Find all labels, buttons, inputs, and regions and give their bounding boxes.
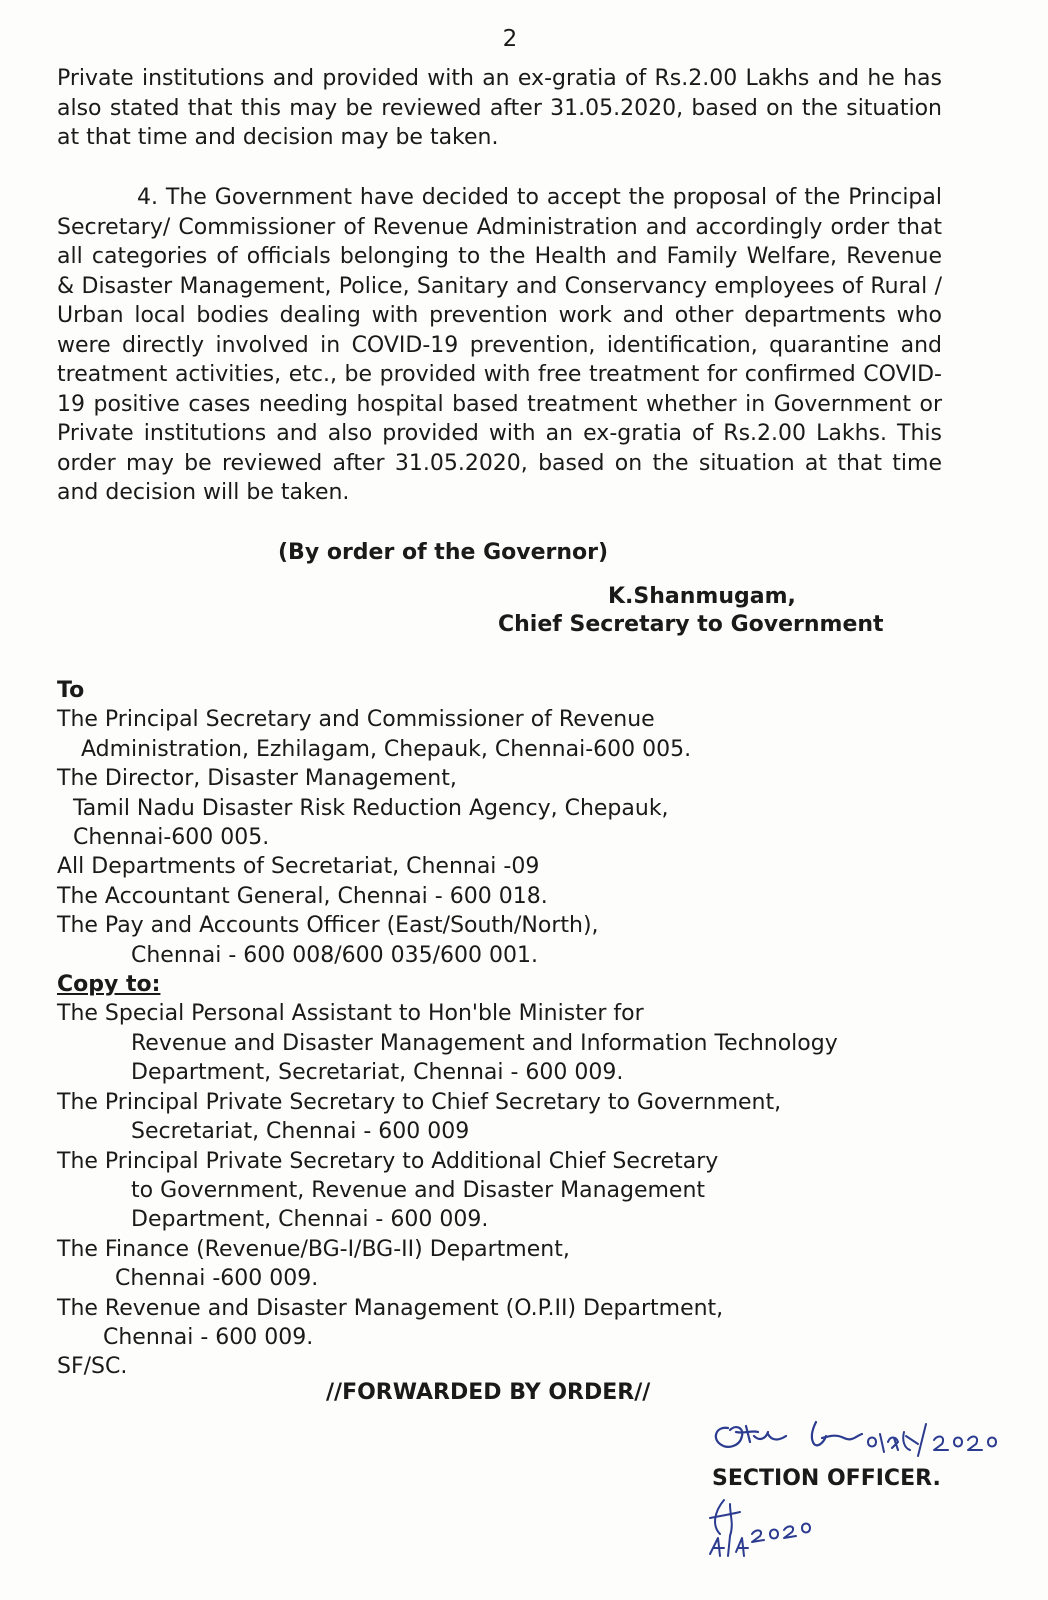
copy-line: The Principal Private Secretary to Additional Chief Secretary — [57, 1148, 719, 1174]
handwritten-initials — [700, 1494, 840, 1560]
copy-line: The Revenue and Disaster Management (O.P.II) Department, — [57, 1295, 724, 1321]
signatory-name: K.Shanmugam, — [608, 584, 796, 609]
to-line: The Pay and Accounts Officer (East/South/North), — [57, 913, 599, 939]
copy-line: The Principal Private Secretary to Chief Secretary to Government, — [57, 1089, 782, 1115]
signatory-title: Chief Secretary to Government — [498, 612, 884, 637]
copy-line: Department, Secretariat, Chennai - 600 009. — [131, 1060, 624, 1086]
copy-line: Chennai -600 009. — [115, 1266, 319, 1292]
copy-line: The Finance (Revenue/BG-I/BG-II) Department, — [57, 1236, 570, 1262]
to-line: The Director, Disaster Management, — [57, 766, 457, 792]
handwritten-signature — [706, 1412, 1016, 1464]
to-line: Chennai-600 005. — [73, 825, 270, 851]
by-order-line: (By order of the Governor) — [278, 540, 609, 565]
to-line: The Accountant General, Chennai - 600 018. — [57, 883, 548, 909]
copy-line: Department, Chennai - 600 009. — [131, 1207, 489, 1233]
to-line: Tamil Nadu Disaster Risk Reduction Agency, Chepauk, — [73, 795, 669, 821]
to-heading: To — [57, 678, 85, 703]
copy-line: Secretariat, Chennai - 600 009 — [131, 1119, 470, 1145]
to-line: All Departments of Secretariat, Chennai -09 — [57, 854, 540, 880]
copy-to-heading: Copy to: — [57, 972, 161, 998]
paragraph-continuation — [57, 64, 942, 153]
section-officer-title: SECTION OFFICER. — [712, 1466, 941, 1491]
copy-line: Revenue and Disaster Management and Information Technology — [131, 1030, 838, 1056]
paragraph-continuation-text: Private institutions and provided with an ex-gratia of Rs.2.00 Lakhs and he has also stated that this may be reviewed after 31.05.2020, based on the situation at that time and decision may be taken. — [57, 66, 942, 150]
distribution-list — [57, 676, 957, 1382]
forwarded-by-order: //FORWARDED BY ORDER// — [326, 1380, 651, 1405]
to-line: The Principal Secretary and Commissioner of Revenue — [57, 707, 655, 733]
to-line: Administration, Ezhilagam, Chepauk, Chennai-600 005. — [81, 736, 692, 762]
paragraph-4-text: 4. The Government have decided to accept the proposal of the Principal Secretary/ Commissioner of Revenue Administration and accordingly order that all categories of officials belonging to the Health and Family Welfare, Revenue & Disaster Management, Police, Sanitary and Conservancy employees of Rural / Urban local bodies dealing with prevention work and other departments who were directly involved in COVID-19 prevention, identification, quarantine and treatment activities, etc., be provided with free treatment for confirmed COVID-19 positive cases needing hospital based treatment whether in Government or Private institutions and also provided with an ex-gratia of Rs.2.00 Lakhs. This order may be reviewed after 31.05.2020, based on the situation at that time and decision will be taken. — [57, 185, 942, 505]
copy-line: Chennai - 600 009. — [103, 1324, 314, 1350]
page-number: 2 — [502, 26, 518, 52]
copy-line: The Special Personal Assistant to Hon'ble Minister for — [57, 1001, 644, 1027]
paragraph-4 — [57, 183, 942, 508]
to-line: Chennai - 600 008/600 035/600 001. — [131, 942, 538, 968]
copy-line: to Government, Revenue and Disaster Management — [131, 1177, 706, 1203]
copy-line: SF/SC. — [57, 1354, 128, 1380]
